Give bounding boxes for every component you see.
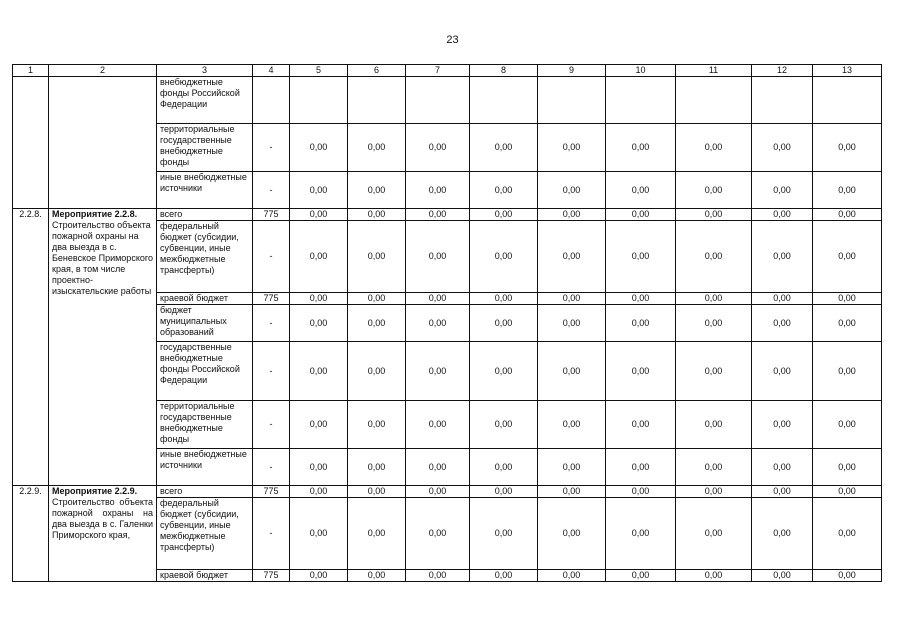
funding-source-cell: внебюджетные фонды Российской Федерации: [157, 77, 253, 124]
value-cell: 0,00: [348, 124, 406, 172]
value-cell: 0,00: [470, 486, 538, 498]
value-cell: 0,00: [813, 221, 882, 293]
value-cell: 0,00: [348, 449, 406, 486]
value-cell: 0,00: [470, 221, 538, 293]
value-cell: 0,00: [606, 570, 676, 582]
value-cell: 0,00: [348, 486, 406, 498]
table-row: [13, 77, 882, 124]
value-cell: 0,00: [676, 401, 752, 449]
value-cell: 0,00: [290, 124, 348, 172]
value-cell: 0,00: [676, 570, 752, 582]
value-cell: 0,00: [406, 401, 470, 449]
column-header: 6: [348, 65, 406, 77]
code-cell: -: [253, 305, 290, 342]
column-header: 2: [49, 65, 157, 77]
value-cell: 0,00: [406, 486, 470, 498]
code-cell: -: [253, 449, 290, 486]
value-cell: 0,00: [538, 124, 606, 172]
value-cell: 0,00: [538, 342, 606, 401]
table-row: [13, 486, 882, 498]
value-cell: 0,00: [813, 498, 882, 570]
value-cell: 0,00: [752, 498, 813, 570]
value-cell: 0,00: [348, 498, 406, 570]
value-cell: 0,00: [752, 124, 813, 172]
value-cell: 0,00: [606, 209, 676, 221]
value-cell: 0,00: [538, 221, 606, 293]
funding-source-cell: территориальные государственные внебюджетные фонды: [157, 401, 253, 449]
funding-source-cell: федеральный бюджет (субсидии, субвенции, иные межбюджетные трансферты): [157, 221, 253, 293]
measure-name-cell: [49, 77, 157, 209]
column-header: 11: [676, 65, 752, 77]
value-cell: 0,00: [470, 401, 538, 449]
value-cell: 0,00: [752, 221, 813, 293]
value-cell: 0,00: [470, 342, 538, 401]
funding-source-cell: краевой бюджет: [157, 570, 253, 582]
measure-title: Мероприятие 2.2.8.: [52, 209, 138, 219]
value-cell: 0,00: [538, 486, 606, 498]
value-cell: 0,00: [538, 498, 606, 570]
funding-source-cell: всего: [157, 209, 253, 221]
value-cell: 0,00: [676, 305, 752, 342]
value-cell: 0,00: [470, 124, 538, 172]
value-cell: 0,00: [606, 172, 676, 209]
code-cell: 775: [253, 209, 290, 221]
funding-source-cell: территориальные государственные внебюджетные фонды: [157, 124, 253, 172]
value-cell: 0,00: [538, 305, 606, 342]
code-cell: 775: [253, 486, 290, 498]
value-cell: 0,00: [606, 342, 676, 401]
funding-source-cell: государственные внебюджетные фонды Российской Федерации: [157, 342, 253, 401]
code-cell: 775: [253, 570, 290, 582]
value-cell: 0,00: [813, 172, 882, 209]
value-cell: [470, 77, 538, 124]
column-header: 8: [470, 65, 538, 77]
value-cell: 0,00: [606, 305, 676, 342]
table-body: [13, 65, 882, 582]
value-cell: 0,00: [470, 209, 538, 221]
value-cell: 0,00: [813, 209, 882, 221]
value-cell: 0,00: [406, 209, 470, 221]
value-cell: 0,00: [813, 486, 882, 498]
value-cell: 0,00: [676, 486, 752, 498]
code-cell: -: [253, 498, 290, 570]
column-header: 4: [253, 65, 290, 77]
funding-source-cell: всего: [157, 486, 253, 498]
value-cell: 0,00: [290, 221, 348, 293]
value-cell: 0,00: [470, 172, 538, 209]
measure-description: Строительство объекта пожарной охраны на два выезда в с. Галенки Приморского края,: [52, 497, 153, 540]
value-cell: 0,00: [470, 498, 538, 570]
code-cell: -: [253, 124, 290, 172]
value-cell: 0,00: [290, 172, 348, 209]
value-cell: 0,00: [752, 342, 813, 401]
value-cell: 0,00: [348, 401, 406, 449]
value-cell: 0,00: [813, 342, 882, 401]
value-cell: [676, 77, 752, 124]
code-cell: -: [253, 221, 290, 293]
column-header-row: [13, 65, 882, 77]
value-cell: [813, 77, 882, 124]
column-header: 7: [406, 65, 470, 77]
budget-table: [12, 64, 882, 582]
value-cell: [752, 77, 813, 124]
value-cell: 0,00: [406, 124, 470, 172]
funding-source-cell: иные внебюджетные источники: [157, 449, 253, 486]
value-cell: 0,00: [348, 172, 406, 209]
value-cell: 0,00: [406, 172, 470, 209]
column-header: 5: [290, 65, 348, 77]
measure-name-cell: [49, 486, 157, 582]
column-header: 10: [606, 65, 676, 77]
value-cell: 0,00: [752, 449, 813, 486]
value-cell: [606, 77, 676, 124]
value-cell: 0,00: [470, 305, 538, 342]
value-cell: 0,00: [406, 342, 470, 401]
value-cell: 0,00: [676, 498, 752, 570]
value-cell: 0,00: [538, 570, 606, 582]
value-cell: 0,00: [290, 293, 348, 305]
code-cell: 775: [253, 293, 290, 305]
value-cell: 0,00: [348, 209, 406, 221]
value-cell: 0,00: [676, 293, 752, 305]
value-cell: 0,00: [290, 498, 348, 570]
value-cell: [290, 77, 348, 124]
value-cell: 0,00: [813, 401, 882, 449]
value-cell: 0,00: [290, 401, 348, 449]
value-cell: 0,00: [813, 305, 882, 342]
value-cell: 0,00: [606, 124, 676, 172]
value-cell: 0,00: [752, 172, 813, 209]
value-cell: 0,00: [813, 449, 882, 486]
value-cell: 0,00: [406, 221, 470, 293]
funding-source-cell: иные внебюджетные источники: [157, 172, 253, 209]
value-cell: 0,00: [676, 342, 752, 401]
code-cell: -: [253, 342, 290, 401]
code-cell: -: [253, 172, 290, 209]
value-cell: [538, 77, 606, 124]
value-cell: 0,00: [470, 449, 538, 486]
funding-source-cell: краевой бюджет: [157, 293, 253, 305]
value-cell: 0,00: [348, 221, 406, 293]
value-cell: 0,00: [406, 449, 470, 486]
value-cell: 0,00: [606, 221, 676, 293]
measure-number-cell: 2.2.8.: [13, 209, 49, 486]
value-cell: 0,00: [676, 124, 752, 172]
value-cell: 0,00: [752, 293, 813, 305]
value-cell: 0,00: [606, 486, 676, 498]
value-cell: 0,00: [406, 570, 470, 582]
column-header: 13: [813, 65, 882, 77]
page-number: 23: [446, 34, 459, 46]
value-cell: 0,00: [290, 486, 348, 498]
value-cell: 0,00: [348, 305, 406, 342]
code-cell: -: [253, 401, 290, 449]
value-cell: 0,00: [348, 293, 406, 305]
value-cell: 0,00: [290, 305, 348, 342]
value-cell: 0,00: [406, 498, 470, 570]
value-cell: 0,00: [538, 209, 606, 221]
measure-number-cell: 2.2.9.: [13, 486, 49, 582]
value-cell: 0,00: [538, 293, 606, 305]
code-cell: [253, 77, 290, 124]
value-cell: 0,00: [752, 570, 813, 582]
measure-description: Строительство объекта пожарной охраны на два выезда в с. Беневское Приморского края, в том числе проектно-изыскательские работы: [52, 220, 153, 296]
value-cell: 0,00: [348, 342, 406, 401]
value-cell: [348, 77, 406, 124]
value-cell: 0,00: [606, 498, 676, 570]
value-cell: 0,00: [470, 570, 538, 582]
value-cell: 0,00: [538, 172, 606, 209]
value-cell: 0,00: [348, 570, 406, 582]
value-cell: 0,00: [752, 401, 813, 449]
funding-source-cell: бюджет муниципальных образований: [157, 305, 253, 342]
value-cell: 0,00: [676, 209, 752, 221]
value-cell: [406, 77, 470, 124]
column-header: 3: [157, 65, 253, 77]
measure-title: Мероприятие 2.2.9.: [52, 486, 138, 496]
column-header: 12: [752, 65, 813, 77]
value-cell: 0,00: [676, 221, 752, 293]
measure-number-cell: [13, 77, 49, 209]
value-cell: 0,00: [290, 449, 348, 486]
value-cell: 0,00: [813, 124, 882, 172]
value-cell: 0,00: [406, 305, 470, 342]
column-header: 9: [538, 65, 606, 77]
value-cell: 0,00: [538, 449, 606, 486]
value-cell: 0,00: [752, 209, 813, 221]
value-cell: 0,00: [290, 209, 348, 221]
value-cell: 0,00: [752, 305, 813, 342]
value-cell: 0,00: [406, 293, 470, 305]
value-cell: 0,00: [470, 293, 538, 305]
value-cell: 0,00: [538, 401, 606, 449]
value-cell: 0,00: [606, 401, 676, 449]
value-cell: 0,00: [290, 342, 348, 401]
value-cell: 0,00: [813, 293, 882, 305]
column-header: 1: [13, 65, 49, 77]
value-cell: 0,00: [290, 570, 348, 582]
value-cell: 0,00: [676, 172, 752, 209]
value-cell: 0,00: [813, 570, 882, 582]
value-cell: 0,00: [606, 293, 676, 305]
table-row: [13, 209, 882, 221]
value-cell: 0,00: [752, 486, 813, 498]
funding-source-cell: федеральный бюджет (субсидии, субвенции, иные межбюджетные трансферты): [157, 498, 253, 570]
value-cell: 0,00: [676, 449, 752, 486]
value-cell: 0,00: [606, 449, 676, 486]
measure-name-cell: [49, 209, 157, 486]
